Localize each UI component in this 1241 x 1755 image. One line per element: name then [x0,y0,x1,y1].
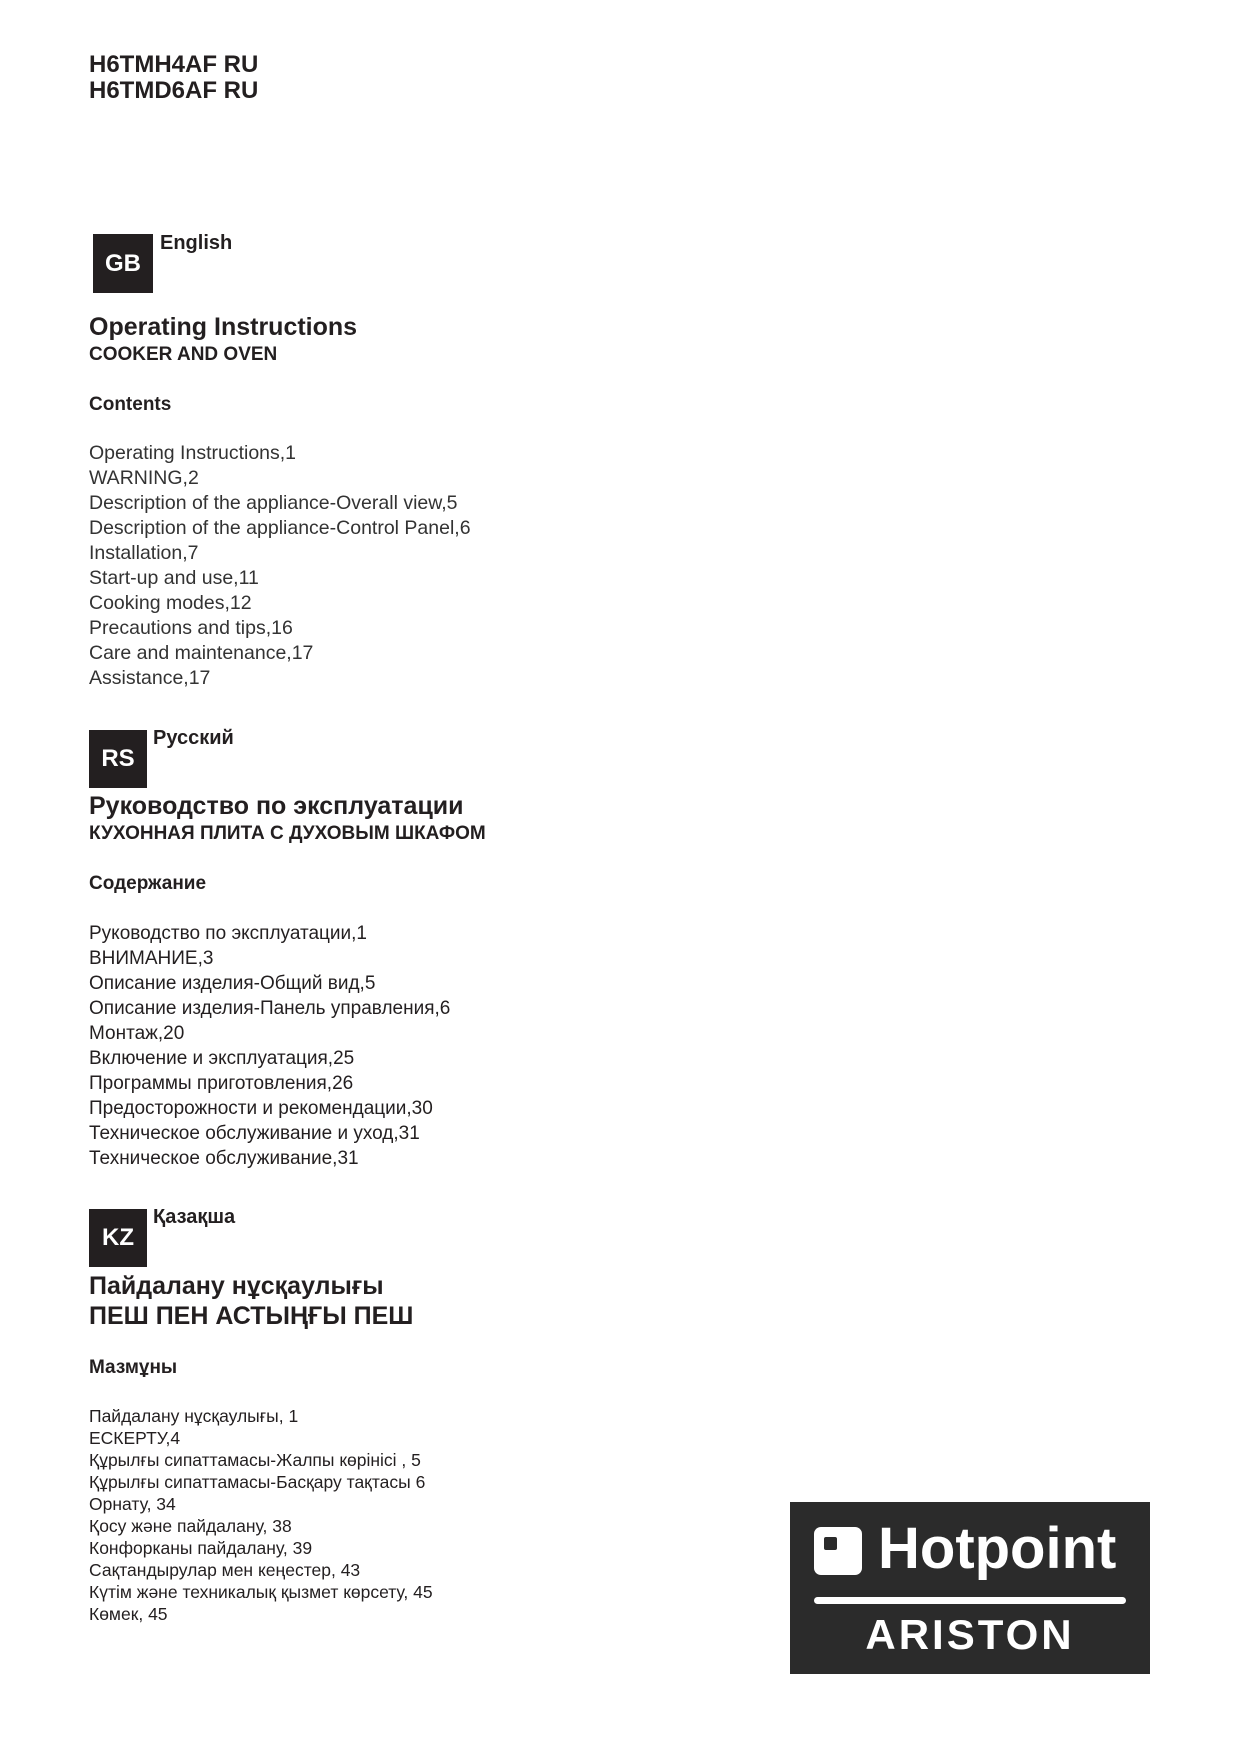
model-numbers [89,52,258,104]
toc-item: Құрылғы сипаттамасы-Басқару тақтасы 6 [89,1472,426,1492]
contents-heading-gb: Contents [89,394,172,415]
toc-item: Орнату, 34 [89,1494,176,1514]
toc-item: WARNING,2 [89,467,199,489]
badge-label: RS [101,745,135,772]
toc-item: Описание изделия-Общий вид,5 [89,973,376,994]
toc-item: Қосу және пайдалану, 38 [89,1516,292,1536]
model-number: H6TMD6AF RU [89,77,259,104]
toc-item: ВНИМАНИЕ,3 [89,948,214,969]
hotpoint-ariston-logo [790,1502,1150,1674]
toc-item: Программы приготовления,26 [89,1073,354,1094]
toc-item: Сақтандырулар мен кеңестер, 43 [89,1560,361,1580]
language-name-rs: Русский [153,727,234,749]
badge-label: GB [105,249,141,277]
toc-item: Start-up and use,11 [89,567,259,589]
section-title-kz: Пайдалану нұсқаулығы [89,1272,384,1300]
toc-item: Пайдалану нұсқаулығы, 1 [89,1406,299,1426]
table-of-contents-gb [89,441,471,691]
toc-item: Күтім және техникалық қызмет көрсету, 45 [89,1582,433,1602]
toc-item: Assistance,17 [89,667,211,689]
language-name-gb: English [160,232,233,254]
toc-item: Cooking modes,12 [89,592,252,614]
toc-item: Техническое обслуживание,31 [89,1148,359,1169]
table-of-contents-rs [89,921,450,1171]
section-subtitle-gb: COOKER AND OVEN [89,344,278,365]
contents-heading-rs: Содержание [89,873,207,894]
language-badge-gb [93,234,153,293]
toc-item: ЕСКЕРТУ,4 [89,1428,181,1448]
toc-item: Description of the appliance-Overall view,5 [89,492,458,514]
logo-divider [814,1597,1126,1604]
hotpoint-mark-icon [814,1527,862,1575]
toc-item: Техническое обслуживание и уход,31 [89,1123,420,1144]
badge-label: KZ [102,1224,134,1251]
model-number: H6TMH4AF RU [89,51,259,78]
toc-item: Монтаж,20 [89,1023,185,1044]
toc-item: Көмек, 45 [89,1604,168,1624]
section-subtitle-kz: ПЕШ ПЕН АСТЫҢҒЫ ПЕШ [89,1302,414,1330]
section-subtitle-rs: КУХОННАЯ ПЛИТА С ДУХОВЫМ ШКАФОМ [89,823,486,844]
language-badge-kz [89,1209,147,1267]
logo-sub-text: ARISTON [865,1611,1075,1658]
language-name-kz: Қазақша [153,1206,236,1228]
contents-heading-kz: Мазмұны [89,1357,178,1378]
toc-item: Operating Instructions,1 [89,442,297,464]
toc-item: Описание изделия-Панель управления,6 [89,998,451,1019]
language-badge-rs [89,730,147,788]
toc-item: Включение и эксплуатация,25 [89,1048,355,1069]
toc-item: Precautions and tips,16 [89,617,293,639]
toc-item: Care and maintenance,17 [89,642,314,664]
section-title-rs: Руководство по эксплуатации [89,792,464,820]
toc-item: Installation,7 [89,542,199,564]
toc-item: Description of the appliance-Control Panel,6 [89,517,471,539]
section-title-gb: Operating Instructions [89,313,358,341]
toc-item: Құрылғы сипаттамасы-Жалпы көрінісі , 5 [89,1450,421,1470]
toc-item: Предосторожности и рекомендации,30 [89,1098,433,1119]
toc-item: Руководство по эксплуатации,1 [89,923,367,944]
toc-item: Конфорканы пайдалану, 39 [89,1538,313,1558]
logo-brand-text: Hotpoint [878,1516,1117,1581]
table-of-contents-kz [89,1405,433,1625]
